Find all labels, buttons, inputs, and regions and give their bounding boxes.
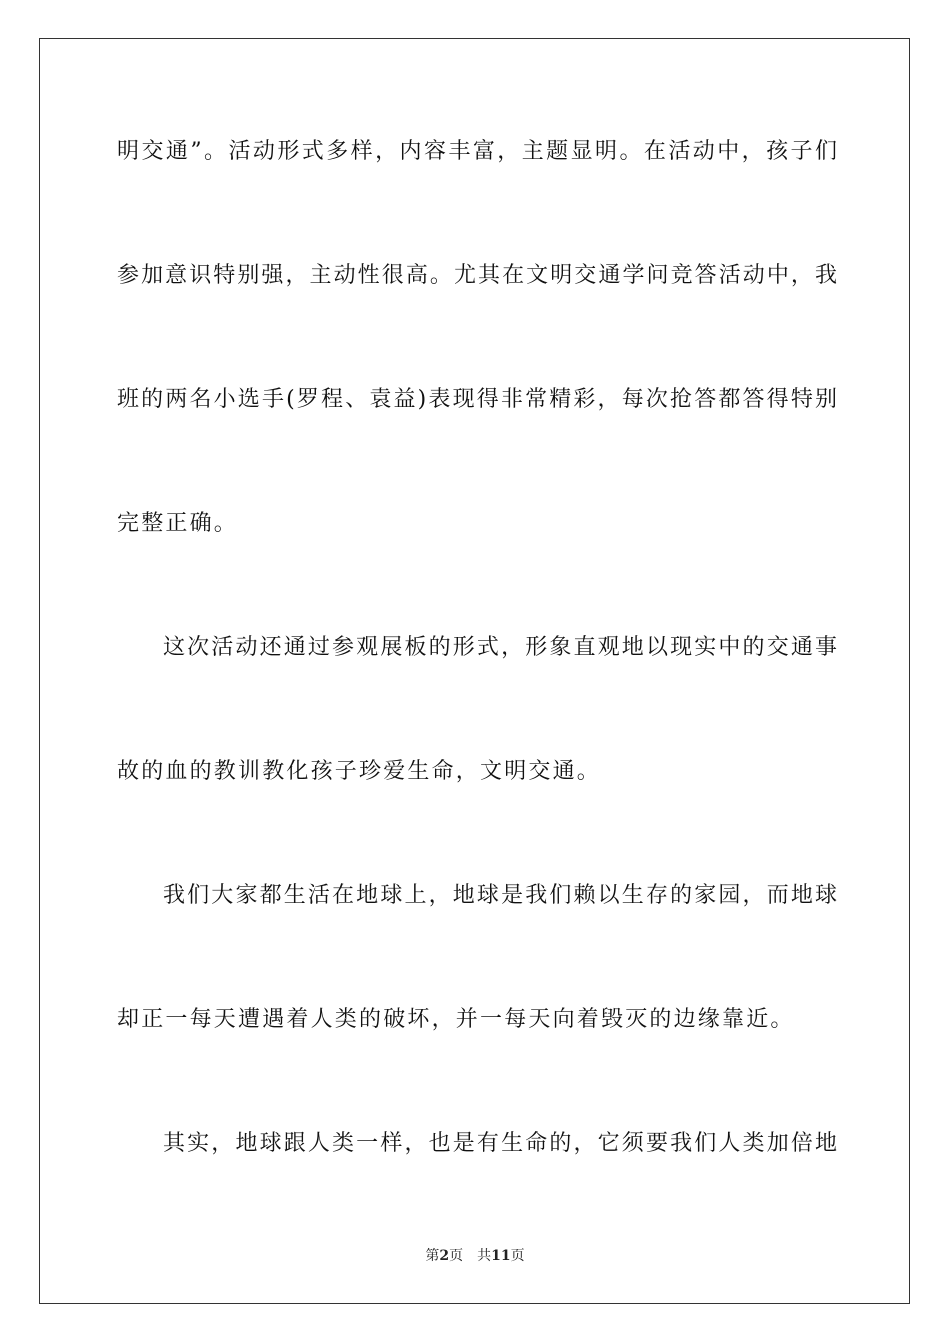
text-line: 故的血的教训教化孩子珍爱生命，文明交通。 — [117, 759, 602, 784]
paragraph-first-line: 其实，地球跟人类一样，也是有生命的，它须要我们人类加倍地 — [163, 1131, 837, 1156]
total-prefix: 共 — [477, 1248, 492, 1264]
page-footer — [0, 1247, 950, 1265]
page-suffix: 页 — [449, 1248, 464, 1264]
total-suffix: 页 — [510, 1248, 525, 1264]
total-pages: 11 — [491, 1248, 511, 1264]
text-line: 完整正确。 — [117, 511, 239, 536]
text-line: 参加意识特别强，主动性很高。尤其在文明交通学问竞答活动中，我 — [117, 263, 837, 288]
text-line: 班的两名小选手(罗程、袁益)表现得非常精彩，每次抢答都答得特别 — [117, 387, 837, 412]
page-border — [39, 38, 910, 1304]
text-line: 明交通”。活动形式多样，内容丰富，主题显明。在活动中，孩子们 — [117, 139, 837, 164]
paragraph-first-line: 这次活动还通过参观展板的形式，形象直观地以现实中的交通事 — [163, 635, 837, 660]
page-number: 2 — [439, 1248, 450, 1264]
text-line: 却正一每天遭遇着人类的破坏，并一每天向着毁灭的边缘靠近。 — [117, 1007, 795, 1032]
page-prefix: 第 — [425, 1248, 440, 1264]
paragraph-first-line: 我们大家都生活在地球上，地球是我们赖以生存的家园，而地球 — [163, 883, 837, 908]
